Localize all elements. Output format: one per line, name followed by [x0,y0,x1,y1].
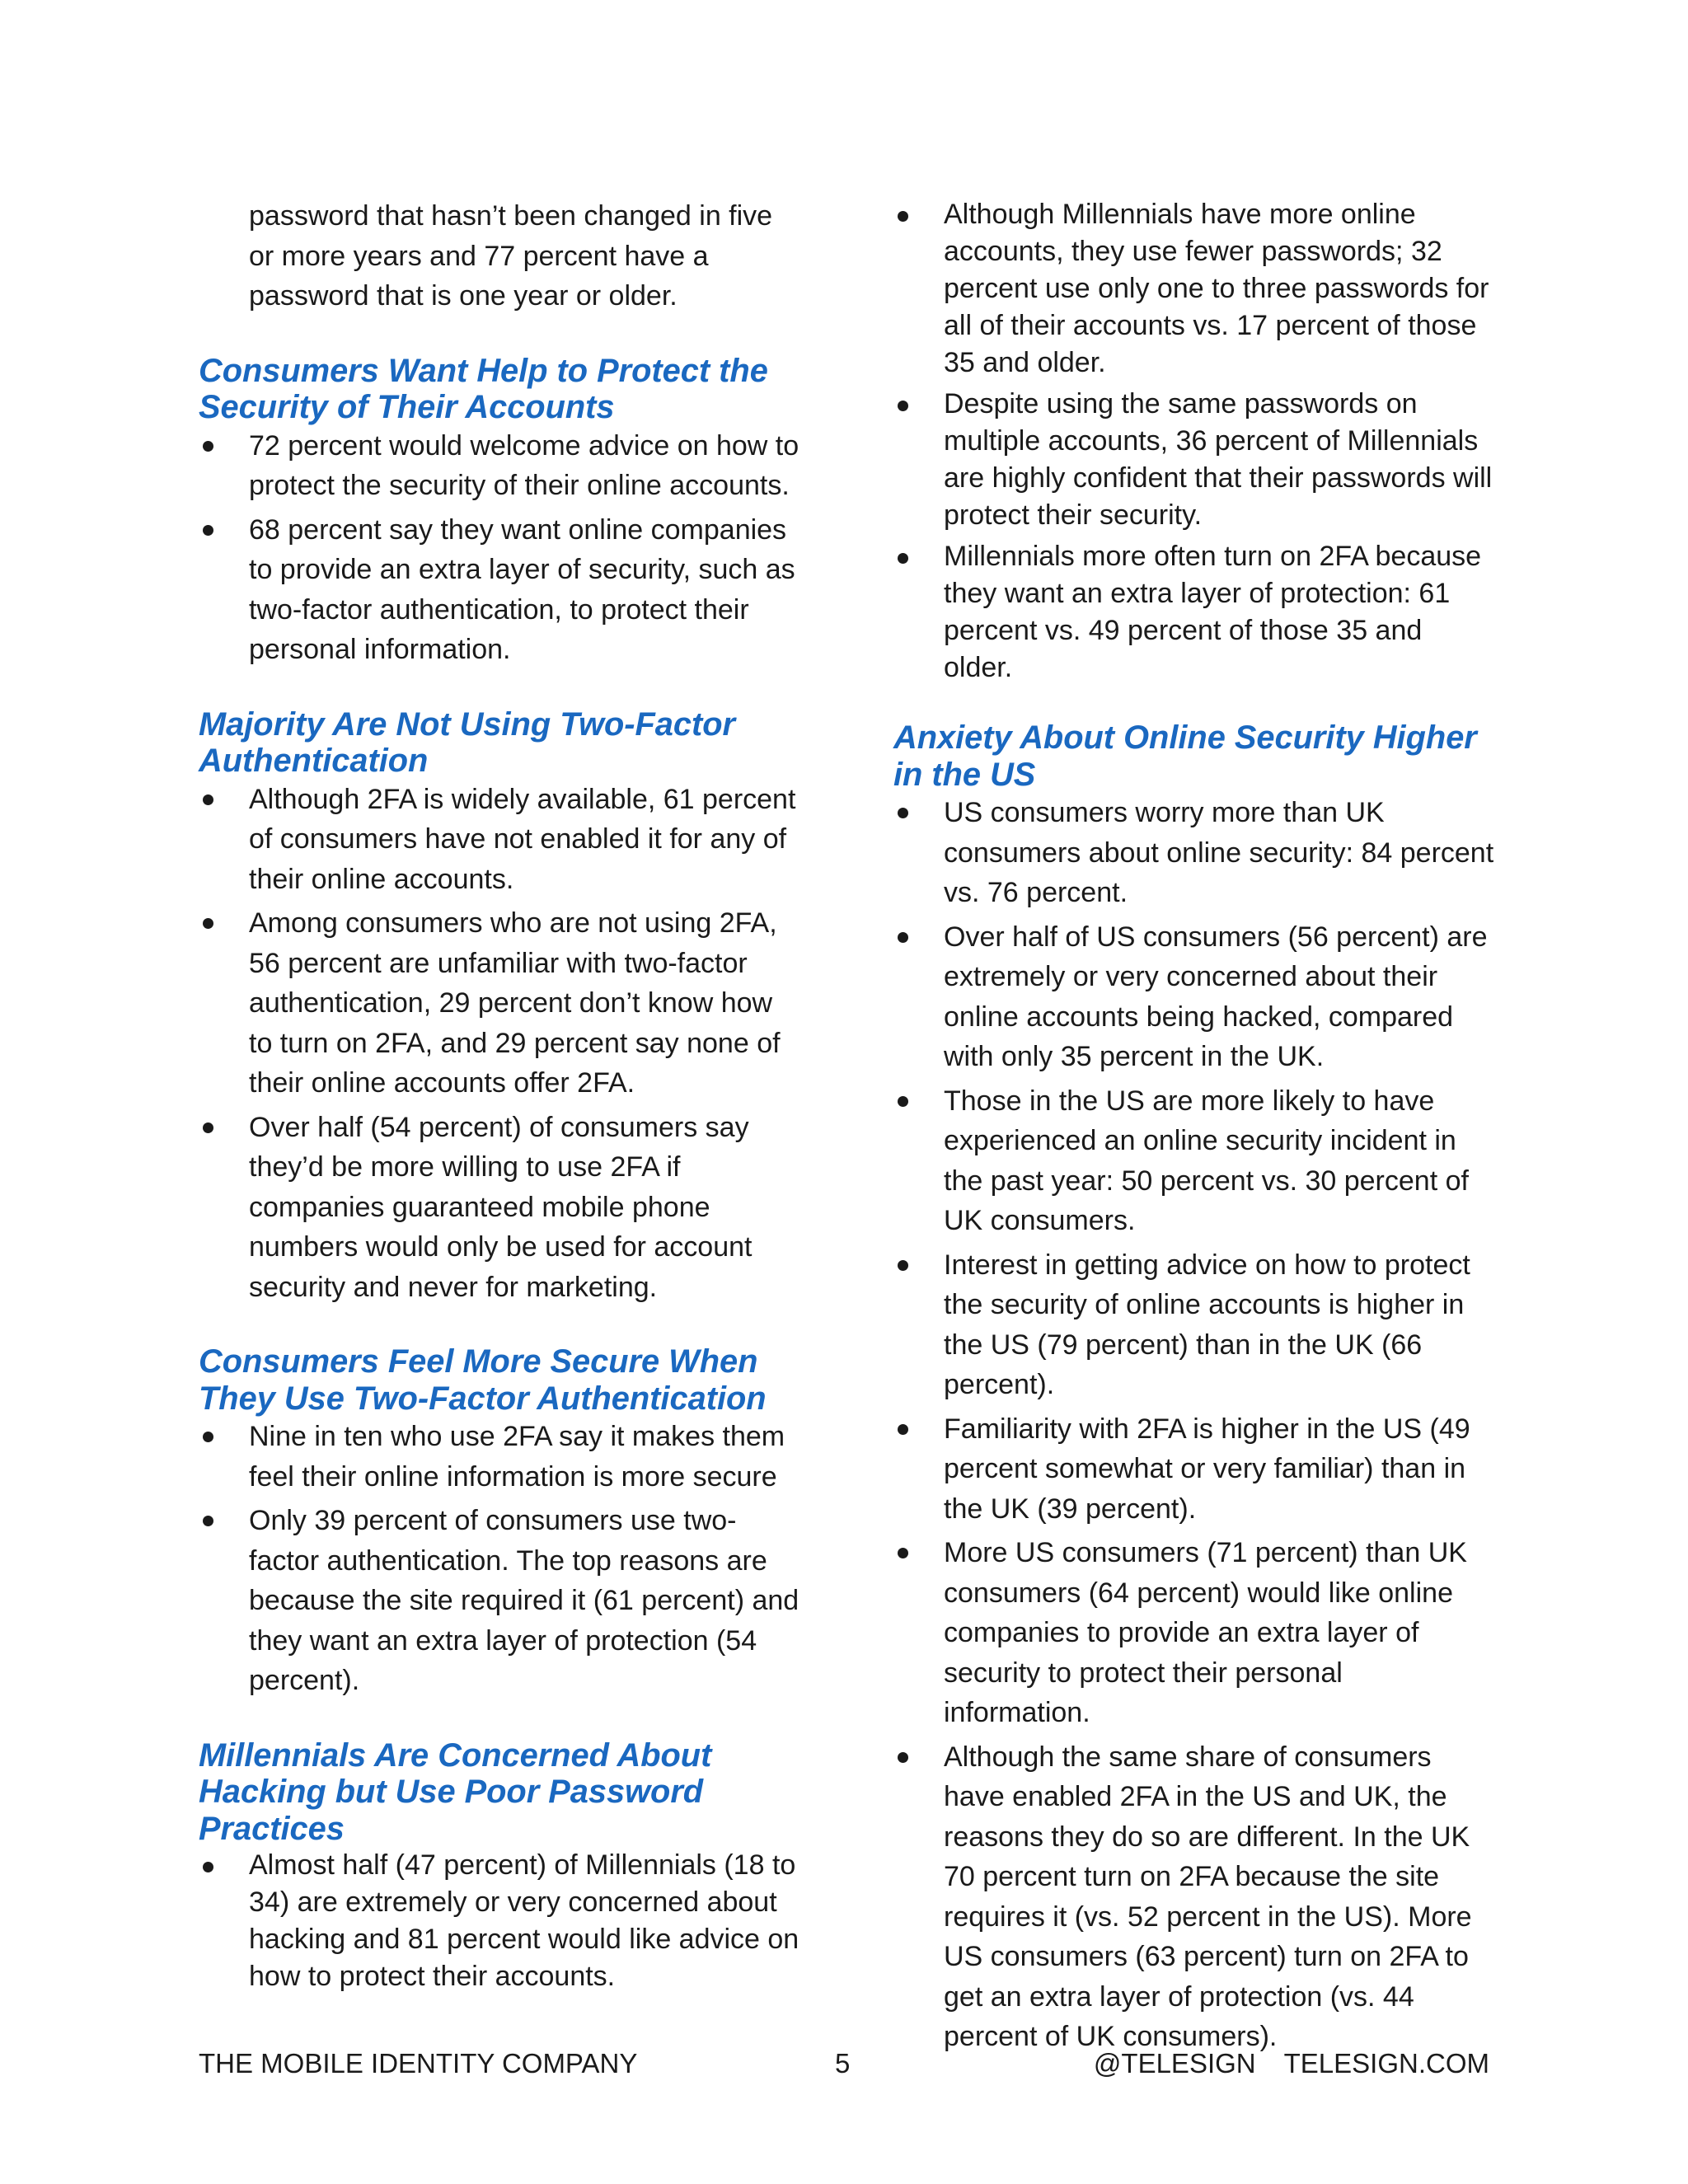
footer-twitter-handle[interactable]: @TELESIGN [1093,2048,1256,2079]
bullet-item [893,1737,1495,2057]
bullet-dot-icon [898,553,908,564]
bullet-item [893,793,1495,913]
bullet-item [199,1501,800,1701]
section-heading: Millennials Are Concerned About Hacking but Use Poor Password Practices [199,1736,712,1847]
bullet-dot-icon [898,1424,908,1435]
bullet-dot-icon [203,794,213,805]
bullet-text: Familiarity with 2FA is higher in the US (49 percent somewhat or very familiar) than in the UK (39 percent). [944,1413,1470,1525]
bullet-list [199,1417,800,1701]
bullet-list [199,780,800,1308]
bullet-item [199,1417,800,1497]
page-number: 5 [835,2048,851,2079]
bullet-dot-icon [898,1548,908,1558]
section-feel-more-secure [199,1343,800,1701]
bullet-list [893,196,1495,687]
bullet-dot-icon [203,918,213,929]
bullet-item [893,1245,1495,1405]
bullet-text: Over half (54 percent) of consumers say they’d be more willing to use 2FA if companies guaranteed mobile phone numbers would only be used for account security and never for marketing. [249,1111,753,1303]
bullet-item [199,1847,800,1995]
bullet-text: Although 2FA is widely available, 61 percent of consumers have not enabled it for any of their online accounts. [249,783,796,895]
section-heading: Majority Are Not Using Two-Factor Authentication [199,705,736,779]
right-column [893,196,1495,2057]
bullet-dot-icon [203,1122,213,1133]
lead-paragraph: password that hasn’t been changed in five or more years and 77 percent have a password that is one year or older. [249,200,773,312]
section-heading: Consumers Feel More Secure When They Use Two-Factor Authentication [199,1343,767,1417]
bullet-dot-icon [898,932,908,943]
bullet-dot-icon [898,1260,908,1271]
bullet-text: US consumers worry more than UK consumers about online security: 84 percent vs. 76 percent. [944,797,1494,908]
bullet-dot-icon [898,211,908,222]
bullet-item [893,538,1495,687]
section-help-protect [199,353,800,670]
bullet-dot-icon [203,441,213,452]
bullet-text: Among consumers who are not using 2FA, 56 percent are unfamiliar with two-factor authentication, 29 percent don’t know how to turn on 2FA, and 29 percent say none of their online accounts offer 2FA. [249,907,781,1099]
bullet-item [199,426,800,506]
bullet-text: Over half of US consumers (56 percent) are extremely or very concerned about their online accounts being hacked, compared with only 35 percent in the UK. [944,921,1488,1072]
section-millennials [199,1737,800,1996]
bullet-item [893,1533,1495,1733]
bullet-dot-icon [898,1752,908,1763]
section-not-using-2fa [199,706,800,1308]
bullet-text: 68 percent say they want online companies to provide an extra layer of security, such as two-factor authentication, to protect their personal information. [249,513,795,665]
bullet-text: Despite using the same passwords on multiple accounts, 36 percent of Millennials are highly confident that their passwords will protect their security. [944,388,1493,531]
bullet-list [199,426,800,670]
left-column [199,196,800,1995]
bullet-item [199,1108,800,1308]
bullet-dot-icon [203,1862,213,1872]
bullet-dot-icon [898,401,908,411]
bullet-text: Nine in ten who use 2FA say it makes them feel their online information is more secure [249,1421,785,1493]
section-heading: Anxiety About Online Security Higher in the US [893,719,1477,793]
bullet-text: Millennials more often turn on 2FA because they want an extra layer of protection: 61 percent vs. 49 percent of those 35 and older. [944,541,1482,683]
bullet-text: Although Millennials have more online accounts, they use fewer passwords; 32 percent use only one to three passwords for all of their accounts vs. 17 percent of those 35 and older. [944,199,1489,378]
section-us-anxiety [893,719,1495,2057]
bullet-dot-icon [203,525,213,536]
bullet-item [893,1081,1495,1241]
bullet-dot-icon [898,1096,908,1107]
bullet-text: Interest in getting advice on how to protect the security of online accounts is higher in the US (79 percent) than in the UK (66 percent). [944,1249,1470,1400]
bullet-item [893,1409,1495,1530]
bullet-text: 72 percent would welcome advice on how to protect the security of their online accounts. [249,429,799,501]
bullet-list [893,793,1495,2057]
bullet-list [199,1847,800,1995]
bullet-text: Only 39 percent of consumers use two-factor authentication. The top reasons are because the site required it (61 percent) and they want an extra layer of protection (54 percent). [249,1505,799,1696]
bullet-text: Almost half (47 percent) of Millennials (18 to 34) are extremely or very concerned about hacking and 81 percent would like advice on how to protect their accounts. [249,1849,799,1992]
footer-company-tagline: THE MOBILE IDENTITY COMPANY [199,2048,638,2079]
bullet-text: Those in the US are more likely to have experienced an online security incident in the past year: 50 percent vs. 30 percent of UK consumers. [944,1085,1469,1236]
bullet-item [199,903,800,1104]
bullet-item [199,510,800,670]
bullet-text: Although the same share of consumers have enabled 2FA in the US and UK, the reasons they do so are different. In the UK 70 percent turn on 2FA because the site requires it (vs. 52 percent in the US). More US consumers (63 percent) turn on 2FA to get an extra layer of protection (vs. 44 percent of UK consumers). [944,1741,1472,2052]
bullet-text: More US consumers (71 percent) than UK consumers (64 percent) would like online companies to provide an extra layer of security to protect their personal information. [944,1537,1467,1728]
bullet-dot-icon [203,1516,213,1526]
bullet-item [893,917,1495,1077]
footer-links [1094,2047,1489,2080]
bullet-dot-icon [898,808,908,818]
bullet-dot-icon [203,1432,213,1442]
bullet-item [893,196,1495,382]
bullet-item [199,780,800,900]
section-heading: Consumers Want Help to Protect the Security of Their Accounts [199,352,768,425]
bullet-item [893,386,1495,534]
footer-website-link[interactable]: TELESIGN.COM [1283,2048,1489,2079]
